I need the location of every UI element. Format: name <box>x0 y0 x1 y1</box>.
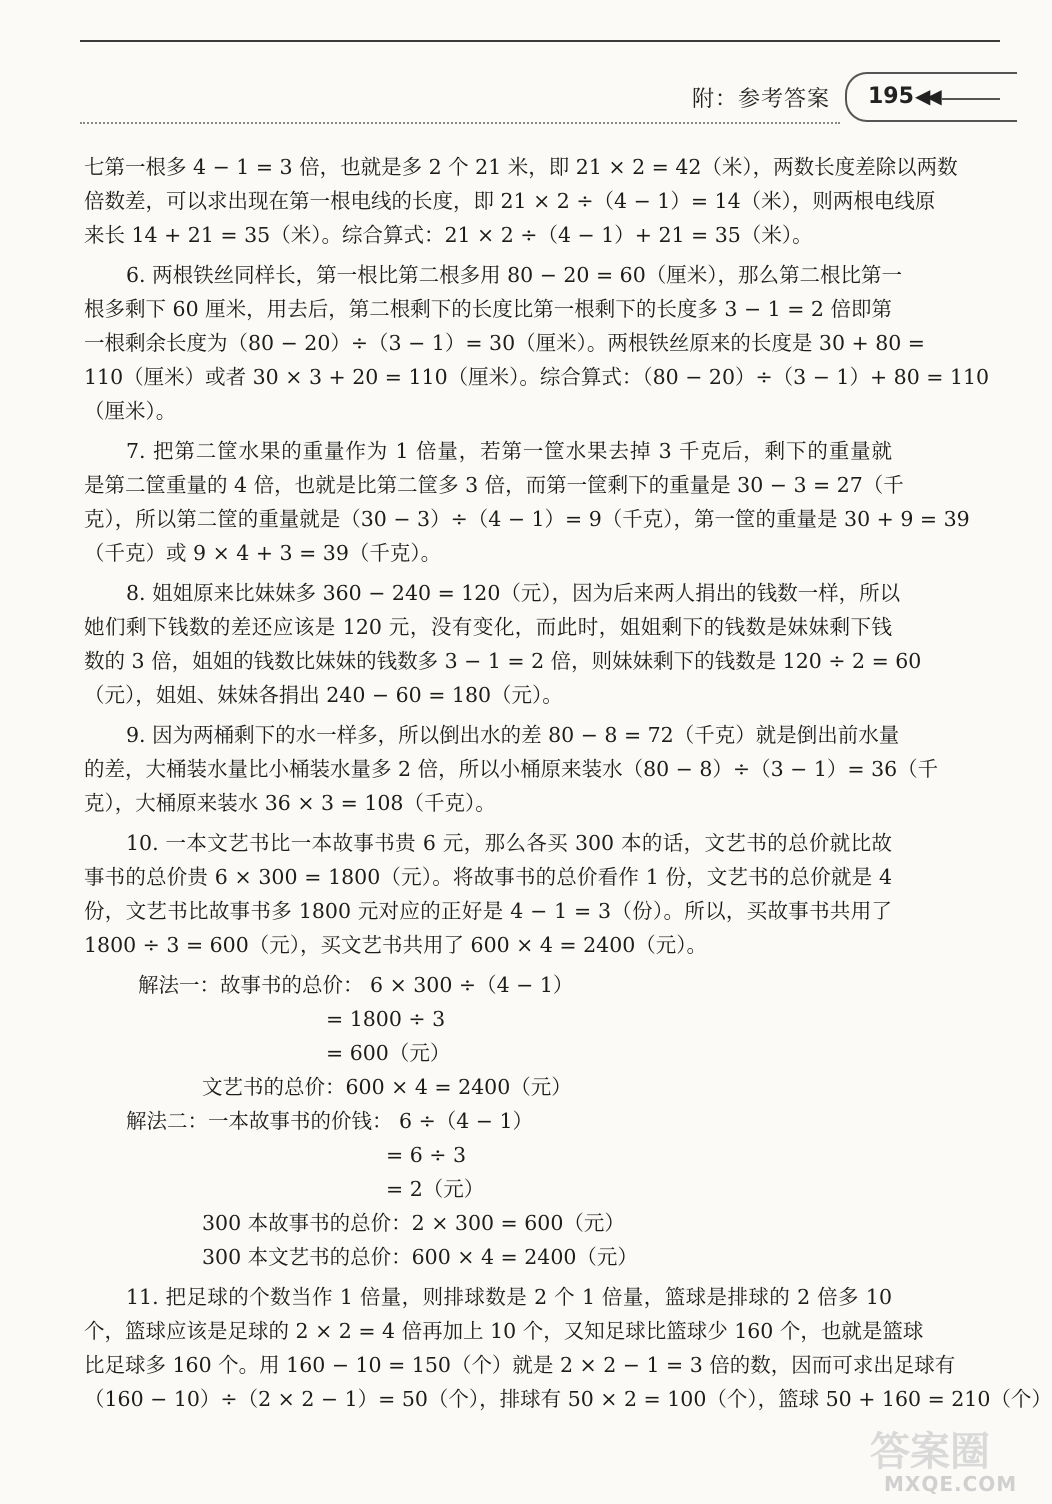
text-line: 克），大桶原来装水 36 × 3 = 108（千克）。 <box>84 791 496 815</box>
page-number: 195 <box>868 84 914 109</box>
text-line: 比足球多 160 个。用 160 − 10 = 150（个）就是 2 × 2 − 1 = 3 倍的数，因而可求出足球有 <box>84 1353 956 1377</box>
text-line: （千克）或 9 × 4 + 3 = 39（千克）。 <box>84 541 442 565</box>
arrow-line <box>942 98 1000 100</box>
text-line: 份，文艺书比故事书多 1800 元对应的正好是 4 − 1 = 3（份）。所以，买故事书共用了 <box>84 899 892 923</box>
text-line: 倍数差，可以求出现在第一根电线的长度，即 21 × 2 ÷（4 − 1）= 14（米），则两根电线原 <box>84 189 936 213</box>
answer-text <box>84 150 1052 1416</box>
text-line: 7. 把第二筐水果的重量作为 1 倍量，若第一筐水果去掉 3 千克后，剩下的重量就 <box>126 439 892 463</box>
text-line: = 6 ÷ 3 <box>386 1143 466 1167</box>
text-line: 1800 ÷ 3 = 600（元），买文艺书共用了 600 × 4 = 2400（元）。 <box>84 933 708 957</box>
watermark-logo: 答案圈 <box>870 1429 990 1475</box>
top-rule <box>80 40 1000 42</box>
text-line: 是第二筐重量的 4 倍，也就是比第二筐多 3 倍，而第一筐剩下的重量是 30 − 3 = 27（千 <box>84 473 904 497</box>
running-header: 附：参考答案 <box>691 87 830 112</box>
text-line: = 2（元） <box>386 1177 485 1201</box>
double-arrow-left-icon: ◀◀ <box>915 84 938 108</box>
text-line: 个，篮球应该是足球的 2 × 2 = 4 倍再加上 10 个，又知足球比篮球少 160 个，也就是篮球 <box>84 1319 924 1343</box>
text-line: 根多剩下 60 厘米，用去后，第二根剩下的长度比第一根剩下的长度多 3 − 1 = 2 倍即第 <box>84 297 892 321</box>
text-line: 300 本故事书的总价：2 × 300 = 600（元） <box>202 1211 625 1235</box>
text-line: 8. 姐姐原来比妹妹多 360 − 240 = 120（元），因为后来两人捐出的钱数一样，所以 <box>126 581 901 605</box>
text-line: 事书的总价贵 6 × 300 = 1800（元）。将故事书的总价看作 1 份，文艺书的总价就是 4 <box>84 865 892 889</box>
text-line: 数的 3 倍，姐姐的钱数比妹妹的钱数多 3 − 1 = 2 倍，则妹妹剩下的钱数是 120 ÷ 2 = 60 <box>84 649 922 673</box>
text-line: 11. 把足球的个数当作 1 倍量，则排球数是 2 个 1 倍量，篮球是排球的 2 倍多 10 <box>126 1285 892 1309</box>
text-line: 七第一根多 4 − 1 = 3 倍，也就是多 2 个 21 米，即 21 × 2 = 42（米），两数长度差除以两数 <box>84 155 958 179</box>
text-line: 300 本文艺书的总价：600 × 4 = 2400（元） <box>202 1245 638 1269</box>
text-line: 10. 一本文艺书比一本故事书贵 6 元，那么各买 300 本的话，文艺书的总价就比故 <box>126 831 892 855</box>
text-line: = 600（元） <box>326 1041 451 1065</box>
text-line: 解法一：故事书的总价： 6 × 300 ÷（4 − 1） <box>138 973 574 997</box>
text-line: （厘米）。 <box>84 399 177 423</box>
text-line: 的差，大桶装水量比小桶装水量多 2 倍，所以小桶原来装水（80 − 8）÷（3 − 1）= 36（千 <box>84 757 939 781</box>
watermark-site: MXQE.COM <box>884 1472 1018 1496</box>
text-line: 一根剩余长度为（80 − 20）÷（3 − 1）= 30（厘米）。两根铁丝原来的长度是 30 + 80 = <box>84 331 925 355</box>
text-line: （元），姐姐、妹妹各捐出 240 − 60 = 180（元）。 <box>84 683 563 707</box>
text-line: 文艺书的总价：600 × 4 = 2400（元） <box>202 1075 572 1099</box>
dotted-rule <box>80 122 840 124</box>
text-line: 9. 因为两桶剩下的水一样多，所以倒出水的差 80 − 8 = 72（千克）就是倒出前水量 <box>126 723 900 747</box>
text-line: 她们剩下钱数的差还应该是 120 元，没有变化，而此时，姐姐剩下的钱数是妹妹剩下钱 <box>84 615 892 639</box>
text-line: 解法二：一本故事书的价钱： 6 ÷（4 − 1） <box>126 1109 534 1133</box>
text-line: 6. 两根铁丝同样长，第一根比第二根多用 80 − 20 = 60（厘米），那么第二根比第一 <box>126 263 903 287</box>
text-line: 克），所以第二筐的重量就是（30 − 3）÷（4 − 1）= 9（千克），第一筐的重量是 30 + 9 = 39 <box>84 507 970 531</box>
text-line: 110（厘米）或者 30 × 3 + 20 = 110（厘米）。综合算式：（80 − 20）÷（3 − 1）+ 80 = 110 <box>84 365 990 389</box>
text-line: = 1800 ÷ 3 <box>326 1007 446 1031</box>
text-line: 来长 14 + 21 = 35（米）。综合算式：21 × 2 ÷（4 − 1）+ 21 = 35（米）。 <box>84 223 813 247</box>
text-line: （160 − 10）÷（2 × 2 − 1）= 50（个），排球有 50 × 2 = 100（个），篮球 50 + 160 = 210（个） <box>84 1387 1052 1411</box>
